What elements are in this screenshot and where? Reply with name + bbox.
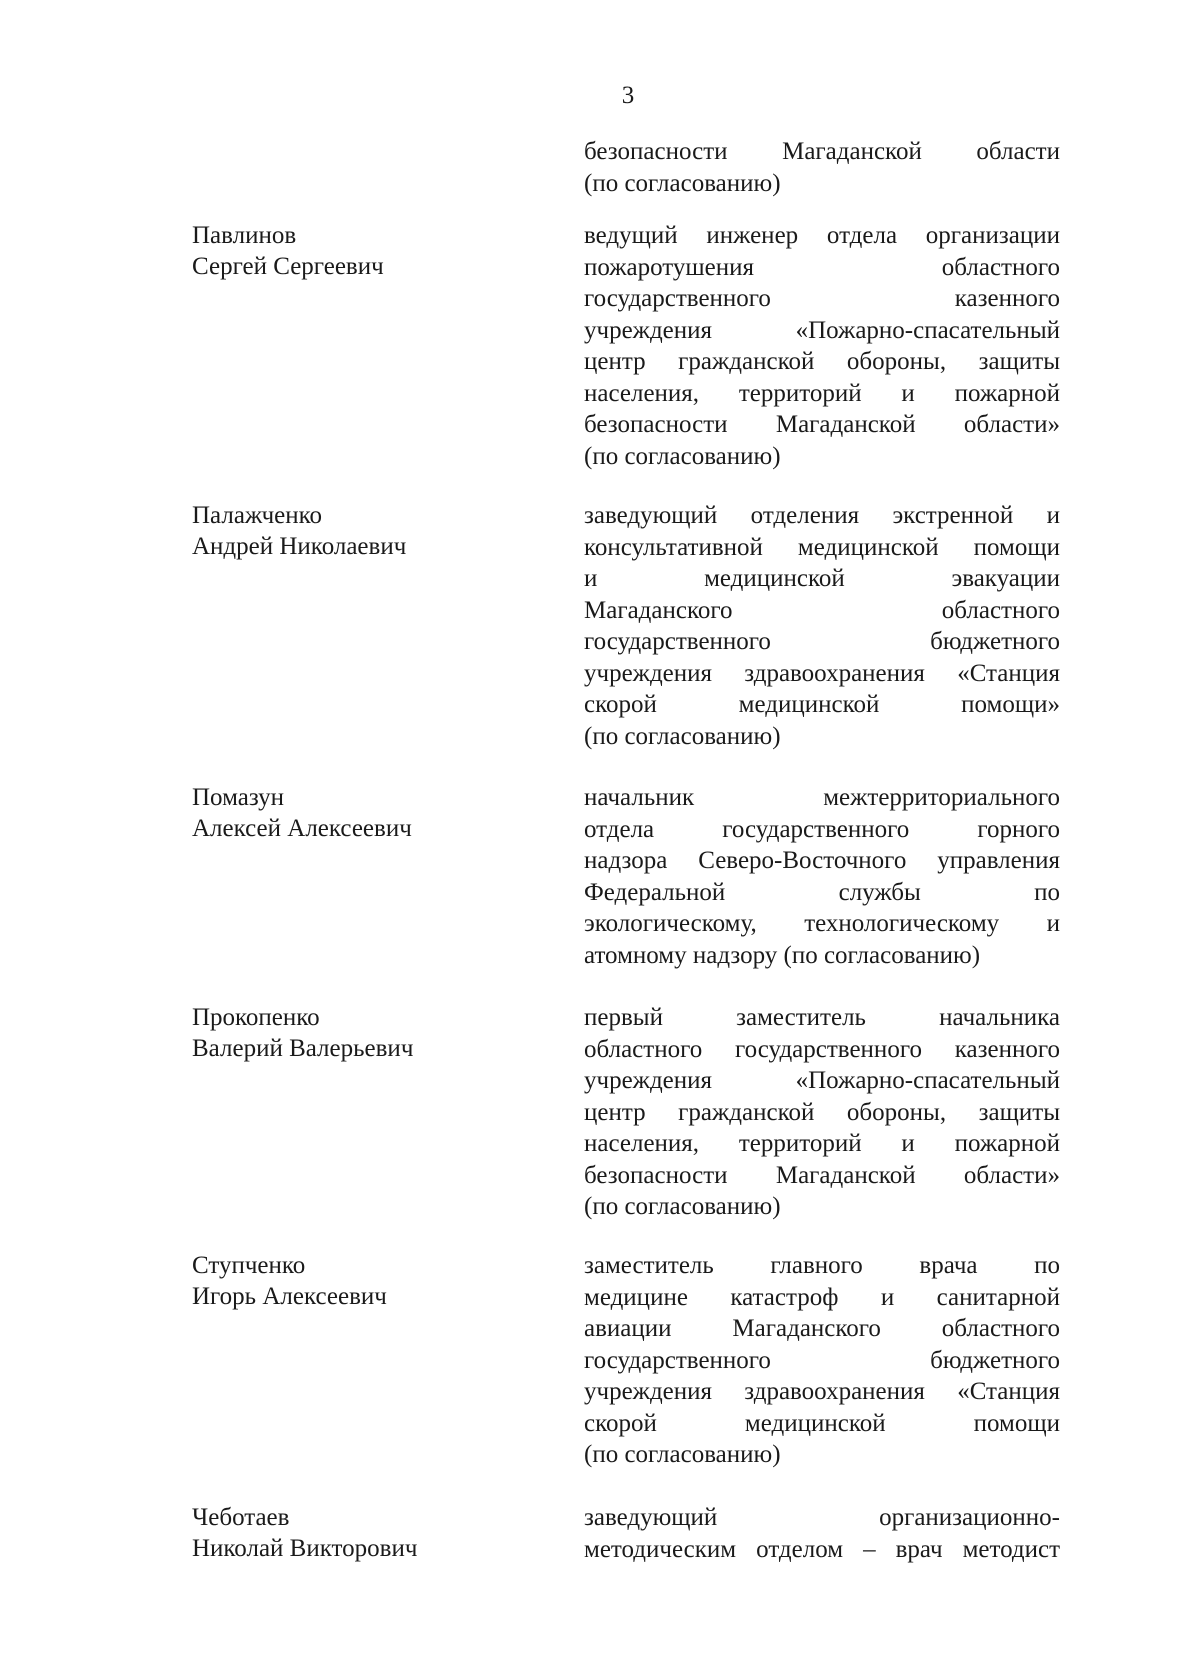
member-position bbox=[584, 1002, 1060, 1223]
member-surname: Павлинов bbox=[192, 222, 297, 249]
position-line: скорой медицинской помощи bbox=[584, 1409, 1060, 1437]
position-line: медицине катастроф и санитарной bbox=[584, 1283, 1060, 1311]
position-line: населения, территорий и пожарной bbox=[584, 379, 1060, 407]
member-surname: Чеботаев bbox=[192, 1504, 290, 1531]
position-line: населения, территорий и пожарной bbox=[584, 1130, 1060, 1157]
position-line: надзора Северо-Восточного управления bbox=[584, 847, 1060, 874]
position-line: скорой медицинской помощи» bbox=[584, 691, 1060, 718]
member-position bbox=[584, 500, 1060, 752]
member-given-names: Андрей Николаевич bbox=[192, 533, 407, 560]
position-line: учреждения здравоохранения «Станция bbox=[584, 659, 1060, 687]
position-line: безопасности Магаданской области» bbox=[584, 1161, 1060, 1189]
position-line: центр гражданской обороны, защиты bbox=[584, 1098, 1060, 1126]
position-line: учреждения «Пожарно-спасательный bbox=[584, 1067, 1060, 1094]
member-name bbox=[192, 782, 512, 844]
member-name bbox=[192, 220, 512, 282]
position-line: заведующий организационно- bbox=[584, 1504, 1060, 1531]
member-surname: Помазун bbox=[192, 784, 285, 811]
member-surname: Палажченко bbox=[192, 502, 323, 529]
position-line: (по согласованию) bbox=[584, 722, 781, 750]
position-line: безопасности Магаданской области» bbox=[584, 411, 1060, 438]
member-position bbox=[584, 1502, 1060, 1565]
position-line: областного государственного казенного bbox=[584, 1035, 1060, 1063]
member-position bbox=[584, 220, 1060, 472]
page-number: 3 bbox=[621, 82, 635, 109]
position-line: отдела государственного горного bbox=[584, 815, 1060, 843]
position-line: (по согласованию) bbox=[584, 1441, 781, 1468]
position-line: авиации Магаданского областного bbox=[584, 1315, 1060, 1342]
position-line: Магаданского областного bbox=[584, 596, 1060, 624]
member-given-names: Николай Викторович bbox=[192, 1535, 418, 1562]
position-line: (по согласованию) bbox=[584, 169, 781, 197]
member-given-names: Валерий Валерьевич bbox=[192, 1035, 414, 1062]
member-position bbox=[584, 782, 1060, 971]
position-line: методическим отделом – врач методист bbox=[584, 1535, 1060, 1563]
position-line: Федеральной службы по bbox=[584, 878, 1060, 906]
position-line: учреждения «Пожарно-спасательный bbox=[584, 316, 1060, 344]
position-line: государственного бюджетного bbox=[584, 1346, 1060, 1374]
position-line: атомному надзору (по согласованию) bbox=[584, 941, 981, 969]
member-given-names: Сергей Сергеевич bbox=[192, 253, 384, 280]
position-line: учреждения здравоохранения «Станция bbox=[584, 1378, 1060, 1405]
member-name bbox=[192, 1502, 512, 1564]
member-position bbox=[584, 1250, 1060, 1471]
position-line: (по согласованию) bbox=[584, 1193, 781, 1220]
position-line: заведующий отделения экстренной и bbox=[584, 502, 1060, 529]
member-surname: Ступченко bbox=[192, 1252, 306, 1279]
member-name bbox=[192, 500, 512, 562]
position-line: консультативной медицинской помощи bbox=[584, 533, 1060, 561]
position-line: государственного бюджетного bbox=[584, 628, 1060, 655]
position-line: государственного казенного bbox=[584, 285, 1060, 312]
member-surname: Прокопенко bbox=[192, 1004, 320, 1031]
position-line: пожаротушения областного bbox=[584, 253, 1060, 281]
position-line: экологическому, технологическому и bbox=[584, 910, 1060, 937]
position-line: центр гражданской обороны, защиты bbox=[584, 348, 1060, 375]
position-line: заместитель главного врача по bbox=[584, 1252, 1060, 1279]
continuation-position bbox=[584, 136, 1060, 199]
member-name bbox=[192, 1250, 512, 1312]
position-line: первый заместитель начальника bbox=[584, 1004, 1060, 1031]
member-given-names: Игорь Алексеевич bbox=[192, 1283, 387, 1310]
position-line: безопасности Магаданской области bbox=[584, 138, 1060, 165]
position-line: (по согласованию) bbox=[584, 442, 781, 470]
member-given-names: Алексей Алексеевич bbox=[192, 815, 412, 842]
position-line: начальник межтерриториального bbox=[584, 784, 1060, 811]
member-name bbox=[192, 1002, 512, 1064]
position-line: и медицинской эвакуации bbox=[584, 565, 1060, 592]
position-line: ведущий инженер отдела организации bbox=[584, 222, 1060, 249]
